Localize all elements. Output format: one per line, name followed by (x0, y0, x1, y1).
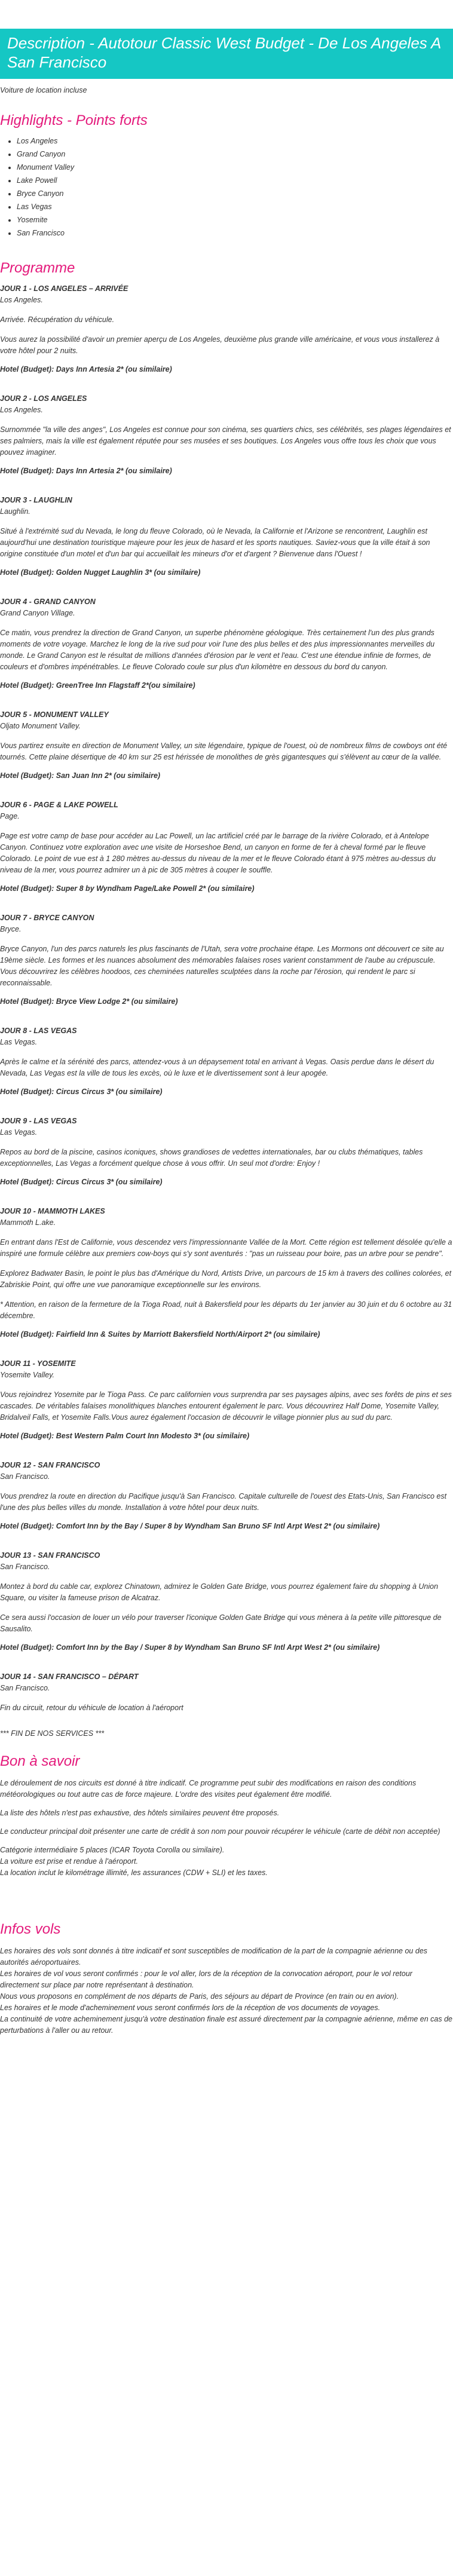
highlights-list (17, 136, 453, 239)
day-description: Explorez Badwater Basin, le point le plus bas d'Amérique du Nord, Artists Drive, un parcours de 15 km à travers des collines colorées, et Zabriskie Point, qui offre une vue panoramique exceptionnelle sur les environs. (0, 1269, 452, 1289)
day-hotel: Hotel (Budget): Circus Circus 3* (ou similaire) (0, 1088, 163, 1096)
day-description: Après le calme et la sérénité des parcs, attendez-vous à un dépaysement total en arrivant à Vegas. Oasis perdue dans le désert du Nevada, Las Vegas est la ville de tous les excès, où le luxe et le divertissement sont à leur apogée. (0, 1058, 434, 1077)
day-title: JOUR 9 - LAS VEGAS (0, 1117, 77, 1125)
infos-vols-paragraph: Les horaires des vols sont donnés à titre indicatif et sont susceptibles de modification de la part de la compagnie aérienne ou des autorités aéroportuaires. Les horaires de vol vous seront confirmés : pour le vol aller, lors de la réception de la convocation aéroport, pour le vol retour directement sur place par notre représentant à destination. Nous vous proposons en complément de nos départs de Paris, des séjours au départ de Province (en train ou en avion). Les horaires et le mode d'acheminement vous seront confirmés lors de la réception de vos documents de voyages. La continuité de votre acheminement jusqu'à votre destination finale est assuré directement par la compagnie aérienne, même en cas de perturbations à l'aller ou au retour. (0, 1947, 452, 2035)
programme-days (0, 283, 453, 1714)
page-title: Description - Autotour Classic West Budget - De Los Angeles A San Francisco (0, 29, 453, 79)
day-block (0, 912, 453, 1007)
highlight-item: • Grand Canyon (17, 149, 453, 160)
day-description: Surnommée "la ville des anges", Los Angeles est connue pour son cinéma, ses quartiers chics, ses célébrités, ses plages légendaires et ses palmiers, mais la ville est également réputée pour ses musées et ses boutiques. Los Angeles vous offre tous les choix que vous pouvez imaginer. (0, 425, 451, 457)
day-place: San Francisco. (0, 1472, 50, 1481)
day-title: JOUR 13 - SAN FRANCISCO (0, 1551, 100, 1560)
day-block (0, 283, 453, 375)
day-description: Vous aurez la possibilité d'avoir un premier aperçu de Los Angeles, deuxième plus grande ville américaine, et vous vous installerez à votre hôtel pour 2 nuits. (0, 335, 440, 355)
day-place: Laughlin. (0, 507, 30, 516)
day-block (0, 393, 453, 477)
day-description: Arrivée. Récupération du véhicule. (0, 316, 115, 324)
day-place: Grand Canyon Village. (0, 609, 75, 617)
day-description: Fin du circuit, retour du véhicule de location à l'aéroport (0, 1704, 183, 1712)
day-title: JOUR 11 - YOSEMITE (0, 1359, 76, 1368)
programme-heading: Programme (0, 260, 75, 276)
day-hotel: Hotel (Budget): Best Western Palm Court Inn Modesto 3* (ou similaire) (0, 1432, 250, 1440)
bon-a-savoir-paragraph: La liste des hôtels n'est pas exhaustive, des hôtels similaires peuvent être proposés. (0, 1809, 280, 1817)
end-of-services: *** FIN DE NOS SERVICES *** (0, 1729, 105, 1738)
day-description: En entrant dans l'Est de Californie, vous descendez vers l'impressionnante Vallée de la Mort. Cette région est tellement désolée qu'elle a inspiré une formule célèbre aux premiers cow-boys qui s'y sont aventurés : "pas un ruisseau pour boire, pas un arbre pour se pendre". (0, 1238, 452, 1258)
day-block (0, 1025, 453, 1098)
infos-vols-section (0, 1946, 453, 2036)
day-title: JOUR 7 - BRYCE CANYON (0, 914, 94, 922)
day-title: JOUR 14 - SAN FRANCISCO – DÉPART (0, 1673, 139, 1681)
day-block (0, 1358, 453, 1442)
highlight-item: • Bryce Canyon (17, 188, 453, 200)
day-hotel: Hotel (Budget): Fairfield Inn & Suites by Marriott Bakersfield North/Airport 2* (ou similaire) (0, 1330, 320, 1338)
day-description: Montez à bord du cable car, explorez Chinatown, admirez le Golden Gate Bridge, vous pourrez également faire du shopping à Union Square, ou visiter la fameuse prison de Alcatraz. (0, 1582, 439, 1602)
day-title: JOUR 4 - GRAND CANYON (0, 598, 96, 606)
day-block (0, 1206, 453, 1340)
bon-a-savoir-paragraph: Catégorie intermédiaire 5 places (ICAR Toyota Corolla ou similaire). La voiture est prise et rendue à l'aéroport. La location inclut le kilométrage illimité, les assurances (CDW + SLI) et les taxes. (0, 1846, 268, 1877)
day-hotel: Hotel (Budget): Days Inn Artesia 2* (ou similaire) (0, 365, 172, 373)
day-hotel: Hotel (Budget): Comfort Inn by the Bay / Super 8 by Wyndham San Bruno SF Intl Arpt West 2* (ou similaire) (0, 1643, 380, 1652)
day-hotel: Hotel (Budget): Circus Circus 3* (ou similaire) (0, 1178, 163, 1186)
day-description: Situé à l'extrémité sud du Nevada, le long du fleuve Colorado, où le Nevada, la Californie et l'Arizone se rencontrent, Laughlin est aujourd'hui une destination touristique majeure pour les jeux de hasard et les sports nautiques. Saviez-vous que la ville était à son origine constituée d'un motel et d'un bar qui accueillait les mineurs d'or et d'argent ? Bienvenue dans l'Ouest ! (0, 527, 430, 558)
highlights-heading: Highlights - Points forts (0, 112, 148, 128)
day-description: Vous prendrez la route en direction du Pacifique jusqu'à San Francisco. Capitale culturelle de l'ouest des Etats-Unis, San Francisco est l'une des plus belles villes du monde. Installation à votre hôtel pour deux nuits. (0, 1492, 447, 1512)
day-title: JOUR 3 - LAUGHLIN (0, 496, 72, 504)
day-hotel: Hotel (Budget): San Juan Inn 2* (ou similaire) (0, 771, 161, 780)
day-place: Las Vegas. (0, 1128, 38, 1137)
day-description: Page est votre camp de base pour accéder au Lac Powell, un lac artificiel créé par le barrage de la rivière Colorado, et à Antelope Canyon. Continuez votre exploration avec une visite de Horseshoe Bend, un canyon en forme de fer à cheval formé par le fleuve Colorado. Le point de vue est à 1 280 mètres au-dessus du niveau de la mer et le fleuve Colorado étant à 975 mètres au-dessus du niveau de la mer, vous pourrez admirer un à pic de 305 mètres à couper le souffle. (0, 832, 436, 874)
day-title: JOUR 6 - PAGE & LAKE POWELL (0, 801, 118, 809)
day-place: Los Angeles. (0, 296, 43, 304)
day-title: JOUR 5 - MONUMENT VALLEY (0, 710, 109, 719)
day-place: Mammoth L.ake. (0, 1218, 56, 1227)
bon-a-savoir-section (0, 1778, 453, 1879)
day-description: Ce sera aussi l'occasion de louer un vélo pour traverser l'iconique Golden Gate Bridge qui vous mènera à la petite ville pittoresque de Sausalito. (0, 1613, 442, 1633)
day-title: JOUR 12 - SAN FRANCISCO (0, 1461, 100, 1469)
included-note: Voiture de location incluse (0, 86, 87, 94)
day-block (0, 800, 453, 895)
highlight-item: • Yosemite (17, 215, 453, 226)
day-hotel: Hotel (Budget): Golden Nugget Laughlin 3* (ou similaire) (0, 568, 201, 577)
day-hotel: Hotel (Budget): Bryce View Lodge 2* (ou similaire) (0, 997, 178, 1006)
day-title: JOUR 8 - LAS VEGAS (0, 1027, 77, 1035)
day-title: JOUR 1 - LOS ANGELES – ARRIVÉE (0, 284, 128, 293)
bon-a-savoir-heading: Bon à savoir (0, 1753, 80, 1769)
day-place: San Francisco. (0, 1684, 50, 1692)
day-description: Bryce Canyon, l'un des parcs naturels les plus fascinants de l'Utah, sera votre prochaine étape. Les Mormons ont découvert ce site au 19ème siècle. Les formes et les nuances absolument des mémorables falaises roses varient constamment de l'aube au crépuscule. Vous découvrirez les célèbres hoodoos, ces cheminées naturelles sculptées dans la roche par l'érosion, qui rendent le parc si reconnaissable. (0, 945, 444, 987)
day-block (0, 1116, 453, 1188)
day-title: JOUR 10 - MAMMOTH LAKES (0, 1207, 105, 1215)
highlight-item: • Los Angeles (17, 136, 453, 147)
day-place: Las Vegas. (0, 1038, 38, 1046)
infos-vols-heading: Infos vols (0, 1921, 61, 1937)
day-hotel: Hotel (Budget): Super 8 by Wyndham Page/Lake Powell 2* (ou similaire) (0, 884, 255, 893)
day-description: Vous rejoindrez Yosemite par le Tioga Pass. Ce parc californien vous surprendra par ses paysages alpins, avec ses forêts de pins et ses cascades. De véritables falaises monolithiques blanches entourent également le parc. Vous découvrirez Half Dome, Yosemite Valley, Bridalveil Falls, et Yosemite Falls.Vous aurez également l'occasion de découvrir le village pionnier plus au sud du parc. (0, 1390, 452, 1422)
day-hotel: Hotel (Budget): Comfort Inn by the Bay / Super 8 by Wyndham San Bruno SF Intl Arpt West 2* (ou similaire) (0, 1522, 380, 1530)
day-block (0, 1550, 453, 1653)
day-hotel: Hotel (Budget): GreenTree Inn Flagstaff 2*(ou similaire) (0, 681, 195, 690)
day-place: Page. (0, 812, 20, 820)
day-place: Yosemite Valley. (0, 1371, 55, 1379)
day-title: JOUR 2 - LOS ANGELES (0, 394, 87, 403)
day-description: * Attention, en raison de la fermeture de la Tioga Road, nuit à Bakersfield pour les départs du 1er janvier au 30 juin et du 6 octobre au 31 décembre. (0, 1300, 452, 1320)
day-place: Bryce. (0, 925, 22, 933)
highlight-item: • Monument Valley (17, 162, 453, 173)
highlight-item: • San Francisco (17, 228, 453, 239)
day-block (0, 596, 453, 691)
bon-a-savoir-paragraph: Le conducteur principal doit présenter une carte de crédit à son nom pour pouvoir récupérer le véhicule (carte de débit non acceptée) (0, 1827, 440, 1836)
day-block (0, 1671, 453, 1714)
day-place: Los Angeles. (0, 406, 43, 414)
bon-a-savoir-paragraph: Le déroulement de nos circuits est donné à titre indicatif. Ce programme peut subir des modifications en raison des conditions météorologiques ou tout autre cas de force majeure. L'ordre des visites peut également être modifié. (0, 1779, 417, 1799)
day-place: San Francisco. (0, 1563, 50, 1571)
day-place: Oljato Monument Valley. (0, 722, 81, 730)
day-description: Ce matin, vous prendrez la direction de Grand Canyon, un superbe phénomène géologique. Très certainement l'un des plus grands moments de votre voyage. Marchez le long de la rive sud pour voir l'une des plus belles et des plus impressionnantes merveilles du monde. Le Grand Canyon est le résultat de millions d'années d'érosion par le vent et l'eau. C'est une étendue infinie de formes, de couleurs et d'ombres impénétrables. Le fleuve Colorado coule sur plus d'un kilomètre en dessous du bord du canyon. (0, 629, 435, 671)
day-description: Vous partirez ensuite en direction de Monument Valley, un site légendaire, typique de l'ouest, où de nombreux films de cowboys ont été tournés. Cette plaine désertique de 40 km sur 25 est hérissée de monolithes de grès gigantesques qui s'élèvent au cœur de la vallée. (0, 742, 448, 761)
day-block (0, 1460, 453, 1532)
day-block (0, 495, 453, 578)
day-hotel: Hotel (Budget): Days Inn Artesia 2* (ou similaire) (0, 467, 172, 475)
highlight-item: • Lake Powell (17, 175, 453, 186)
day-block (0, 709, 453, 782)
day-description: Repos au bord de la piscine, casinos iconiques, shows grandioses de vedettes internationales, bar ou clubs thématiques, tables exceptionnelles, Las Vegas a forcément quelque chose à vous offrir. Un seul mot d'ordre: Enjoy ! (0, 1148, 423, 1168)
highlight-item: • Las Vegas (17, 201, 453, 213)
